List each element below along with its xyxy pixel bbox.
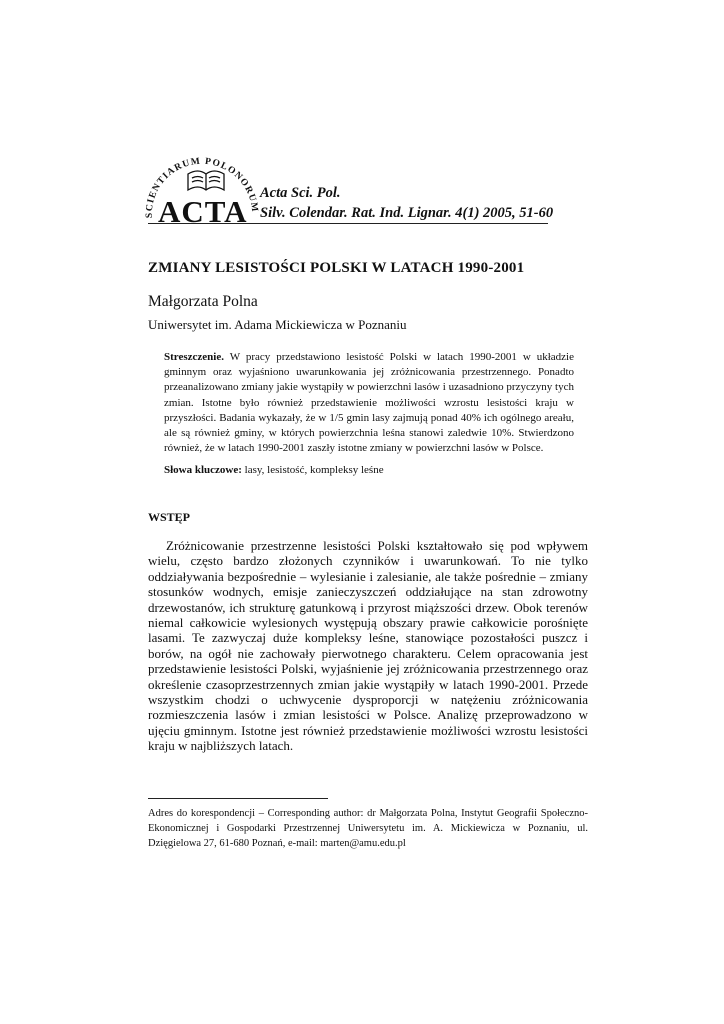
section-heading: WSTĘP [148, 510, 191, 524]
logo-acta-word: ACTA [158, 194, 248, 229]
keywords-label: Słowa kluczowe: [164, 464, 242, 476]
journal-series: Silv. Colendar. Rat. Ind. Lignar. 4(1) 2005, 51-60 [260, 205, 554, 221]
abstract-label: Streszczenie. [164, 351, 224, 363]
author-name: Małgorzata Polna [148, 293, 258, 310]
footnote-rule [148, 798, 328, 799]
logo-arc-text: SCIENTIARUM POLONORUM [144, 156, 260, 219]
intro-paragraph: Zróżnicowanie przestrzenne lesistości Polski kształtowało się pod wpływem wielu, często bardzo złożonych czynników i uwarunkowań. To nie tylko oddziaływania bezpośrednie – wylesianie i zalesianie, ale także pośrednie – zmiany stosunków wodnych, emisje zanieczyszczeń oddziałujące na stan zdrowotny drzewostanów, ich strukturę gatunkową i przyrost miąższości drzew. Obok terenów niemal całkowicie wylesionych występują obszary prawie całkowicie porośnięte lasami. Te zazwyczaj duże kompleksy leśne, stanowiące pozostałości puszcz i borów, na ogół nie zachowały pierwotnego charakteru. Celem opracowania jest przedstawienie lesistości Polski, wyjaśnienie jej zróżnicowania przestrzennego oraz określenie czasoprzestrzennych zmian jakie wystąpiły w latach 1990-2001. Przede wszystkim chodzi o uchwycenie dysproporcji w natężeniu zróżnicowania rozmieszczenia lasów i zmian lesistości w Polsce. Analizę przeprowadzono w ujęciu gminnym. Istotne jest również przedstawienie możliwości wzrostu lesistości kraju w najbliższych latach. [148, 538, 588, 754]
abstract-text: W pracy przedstawiono lesistość Polski w latach 1990-2001 w układzie gminnym oraz wyjaśniono uwarunkowania jej zróżnicowania przestrzennego. Ponadto przeanalizowano zmiany jakie wystąpiły w powierzchni lasów i uzasadniono przyczyny tych zmian. Istotne było również przedstawienie możliwości wzrostu lesistości kraju w przyszłości. Badania wykazały, że w 1/5 gmin lasy zajmują ponad 40% ich ogólnego areału, ale są również gminy, w których powierzchnia leśna stanowi zaledwie 10%. Stwierdzono również, że w latach 1990-2001 zaszły istotne zmiany w powierzchni lasów w Polsce. [164, 351, 574, 455]
keywords [164, 464, 574, 476]
journal-citation [260, 183, 553, 223]
author-affiliation: Uniwersytet im. Adama Mickiewicza w Poznaniu [148, 317, 407, 332]
article-title: ZMIANY LESISTOŚCI POLSKI W LATACH 1990-2001 [148, 260, 525, 276]
header-rule [148, 223, 548, 224]
journal-name: Acta Sci. Pol. [260, 185, 341, 201]
footnote: Adres do korespondencji – Corresponding author: dr Małgorzata Polna, Instytut Geografii Społeczno-Ekonomicznej i Gospodarki Przestrzennej Uniwersytetu im. A. Mickiewicza w Poznaniu, ul. Dzięgielowa 27, 61-680 Poznań, e-mail: marten@amu.edu.pl [148, 808, 588, 849]
book-icon [188, 171, 224, 190]
keywords-text: lasy, lesistość, kompleksy leśne [241, 464, 384, 476]
abstract [164, 350, 574, 456]
